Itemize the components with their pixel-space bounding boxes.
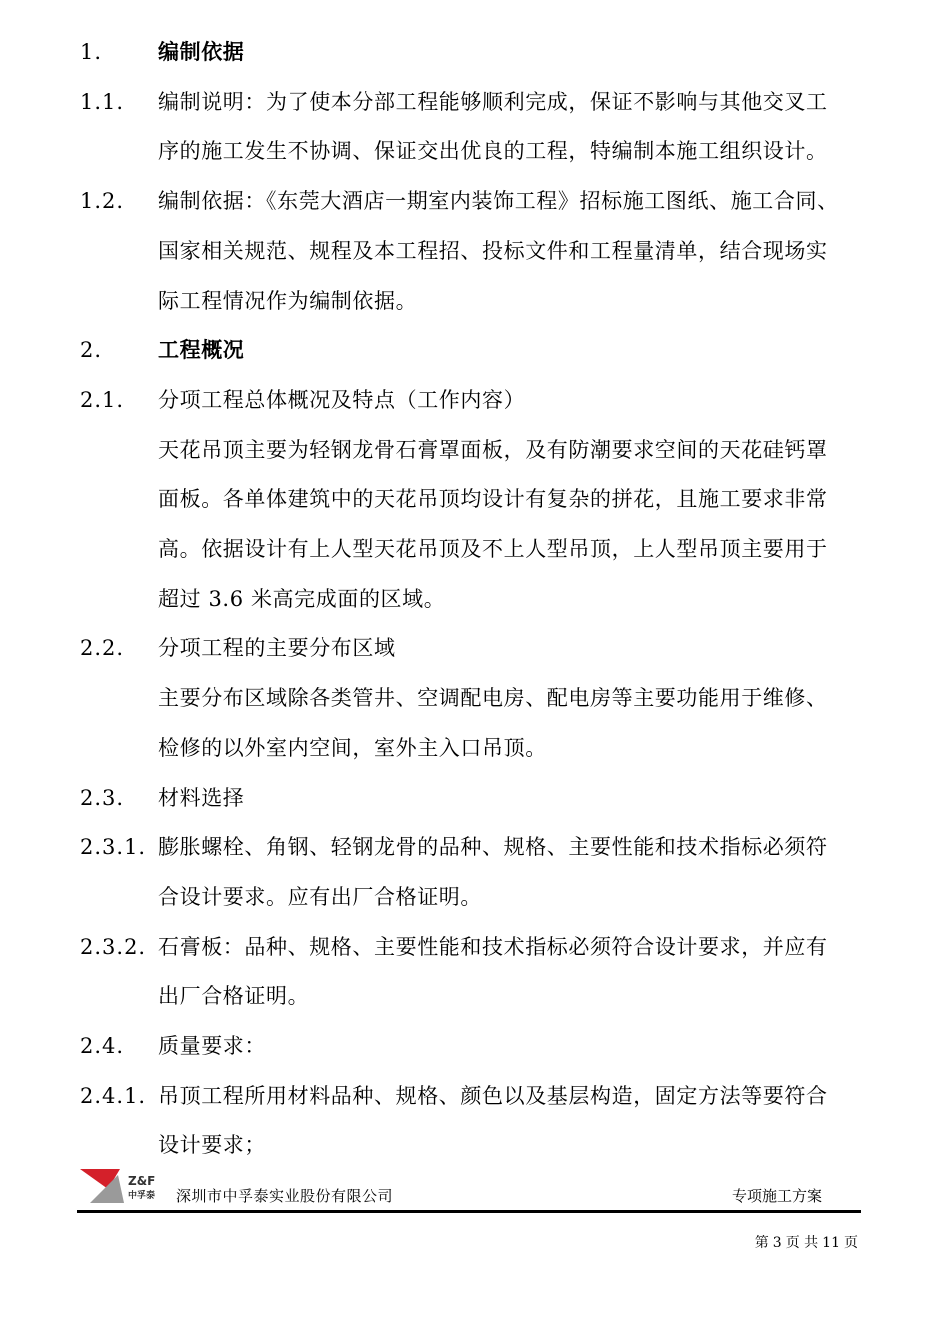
logo-subtext: 中孚泰 xyxy=(128,1191,156,1201)
section-line xyxy=(0,628,950,668)
section-number: 2.3.1. xyxy=(80,835,147,860)
logo-wordmark: Z&F xyxy=(128,1174,156,1188)
section-number: 1.2. xyxy=(80,189,125,214)
section-text: 序的施工发生不协调、保证交出优良的工程，特编制本施工组织设计。 xyxy=(158,139,828,164)
section-text: 材料选择 xyxy=(158,785,245,810)
section-line xyxy=(0,181,950,221)
continuation-line xyxy=(0,728,950,768)
section-text: 面板。各单体建筑中的天花吊顶均设计有复杂的拼花，且施工要求非常 xyxy=(158,487,828,512)
section-number: 2.2. xyxy=(80,636,125,661)
page-current: 3 xyxy=(772,1235,782,1251)
section-line xyxy=(0,1076,950,1116)
section-text: 编制说明：为了使本分部工程能够顺利完成，保证不影响与其他交叉工 xyxy=(158,89,828,114)
section-line xyxy=(0,330,950,370)
section-text: 编制依据：《东莞大酒店一期室内装饰工程》招标施工图纸、施工合同、 xyxy=(158,189,839,214)
page-prefix: 第 xyxy=(754,1235,769,1251)
continuation-line xyxy=(0,976,950,1016)
section-line xyxy=(0,927,950,967)
section-text: 超过 3.6 米高完成面的区域。 xyxy=(158,586,446,611)
section-text: 检修的以外室内空间，室外主入口吊顶。 xyxy=(158,735,547,760)
continuation-line xyxy=(0,1125,950,1165)
section-line xyxy=(0,1026,950,1066)
continuation-line xyxy=(0,877,950,917)
continuation-line xyxy=(0,579,950,619)
page-number xyxy=(0,1233,860,1253)
section-line xyxy=(0,827,950,867)
footer-divider xyxy=(77,1210,861,1213)
section-heading: 工程概况 xyxy=(158,337,245,363)
continuation-line xyxy=(0,479,950,519)
section-number: 2.1. xyxy=(80,387,125,412)
continuation-line xyxy=(0,430,950,470)
page-suffix: 页 xyxy=(844,1235,858,1251)
section-text: 国家相关规范、规程及本工程招、投标文件和工程量清单，结合现场实 xyxy=(158,238,828,263)
section-line xyxy=(0,778,950,818)
section-text: 天花吊顶主要为轻钢龙骨石膏罩面板，及有防潮要求空间的天花硅钙罩 xyxy=(158,437,828,462)
section-text: 吊顶工程所用材料品种、规格、颜色以及基层构造，固定方法等要符合 xyxy=(158,1083,828,1108)
section-text: 高。依据设计有上人型天花吊顶及不上人型吊顶，上人型吊顶主要用于 xyxy=(158,537,828,561)
section-text: 设计要求； xyxy=(158,1133,266,1158)
section-text: 石膏板：品种、规格、主要性能和技术指标必须符合设计要求，并应有 xyxy=(158,934,828,959)
section-line xyxy=(0,380,950,420)
section-text: 分项工程总体概况及特点（工作内容） xyxy=(158,387,526,412)
section-text: 际工程情况作为编制依据。 xyxy=(158,288,418,313)
section-text: 出厂合格证明。 xyxy=(158,984,310,1009)
continuation-line xyxy=(0,678,950,718)
section-text: 质量要求： xyxy=(158,1034,266,1058)
section-number: 1. xyxy=(80,40,103,64)
section-text: 膨胀螺栓、角钢、轻钢龙骨的品种、规格、主要性能和技术指标必须符 xyxy=(158,835,828,860)
continuation-line xyxy=(0,131,950,171)
section-text: 分项工程的主要分布区域 xyxy=(158,636,396,661)
section-number: 2.3.2. xyxy=(80,934,147,959)
page-mid: 页 共 xyxy=(785,1235,819,1251)
section-number: 1.1. xyxy=(80,89,125,114)
continuation-line xyxy=(0,281,950,321)
section-number: 2.4. xyxy=(80,1034,125,1058)
section-line xyxy=(0,32,950,72)
continuation-line xyxy=(0,231,950,271)
section-number: 2.4.1. xyxy=(80,1083,147,1108)
footer-document-type: 专项施工方案 xyxy=(732,1187,823,1205)
section-text: 合设计要求。应有出厂合格证明。 xyxy=(158,884,482,909)
section-text: 主要分布区域除各类管井、空调配电房、配电房等主要功能用于维修、 xyxy=(158,686,828,711)
section-number: 2.3. xyxy=(80,785,125,810)
continuation-line xyxy=(0,529,950,569)
section-number: 2. xyxy=(80,338,103,363)
company-logo xyxy=(78,1165,166,1205)
footer-company-name: 深圳市中孚泰实业股份有限公司 xyxy=(176,1187,394,1205)
page-total: 11 xyxy=(822,1235,840,1251)
section-line xyxy=(0,82,950,122)
section-heading: 编制依据 xyxy=(158,39,245,64)
